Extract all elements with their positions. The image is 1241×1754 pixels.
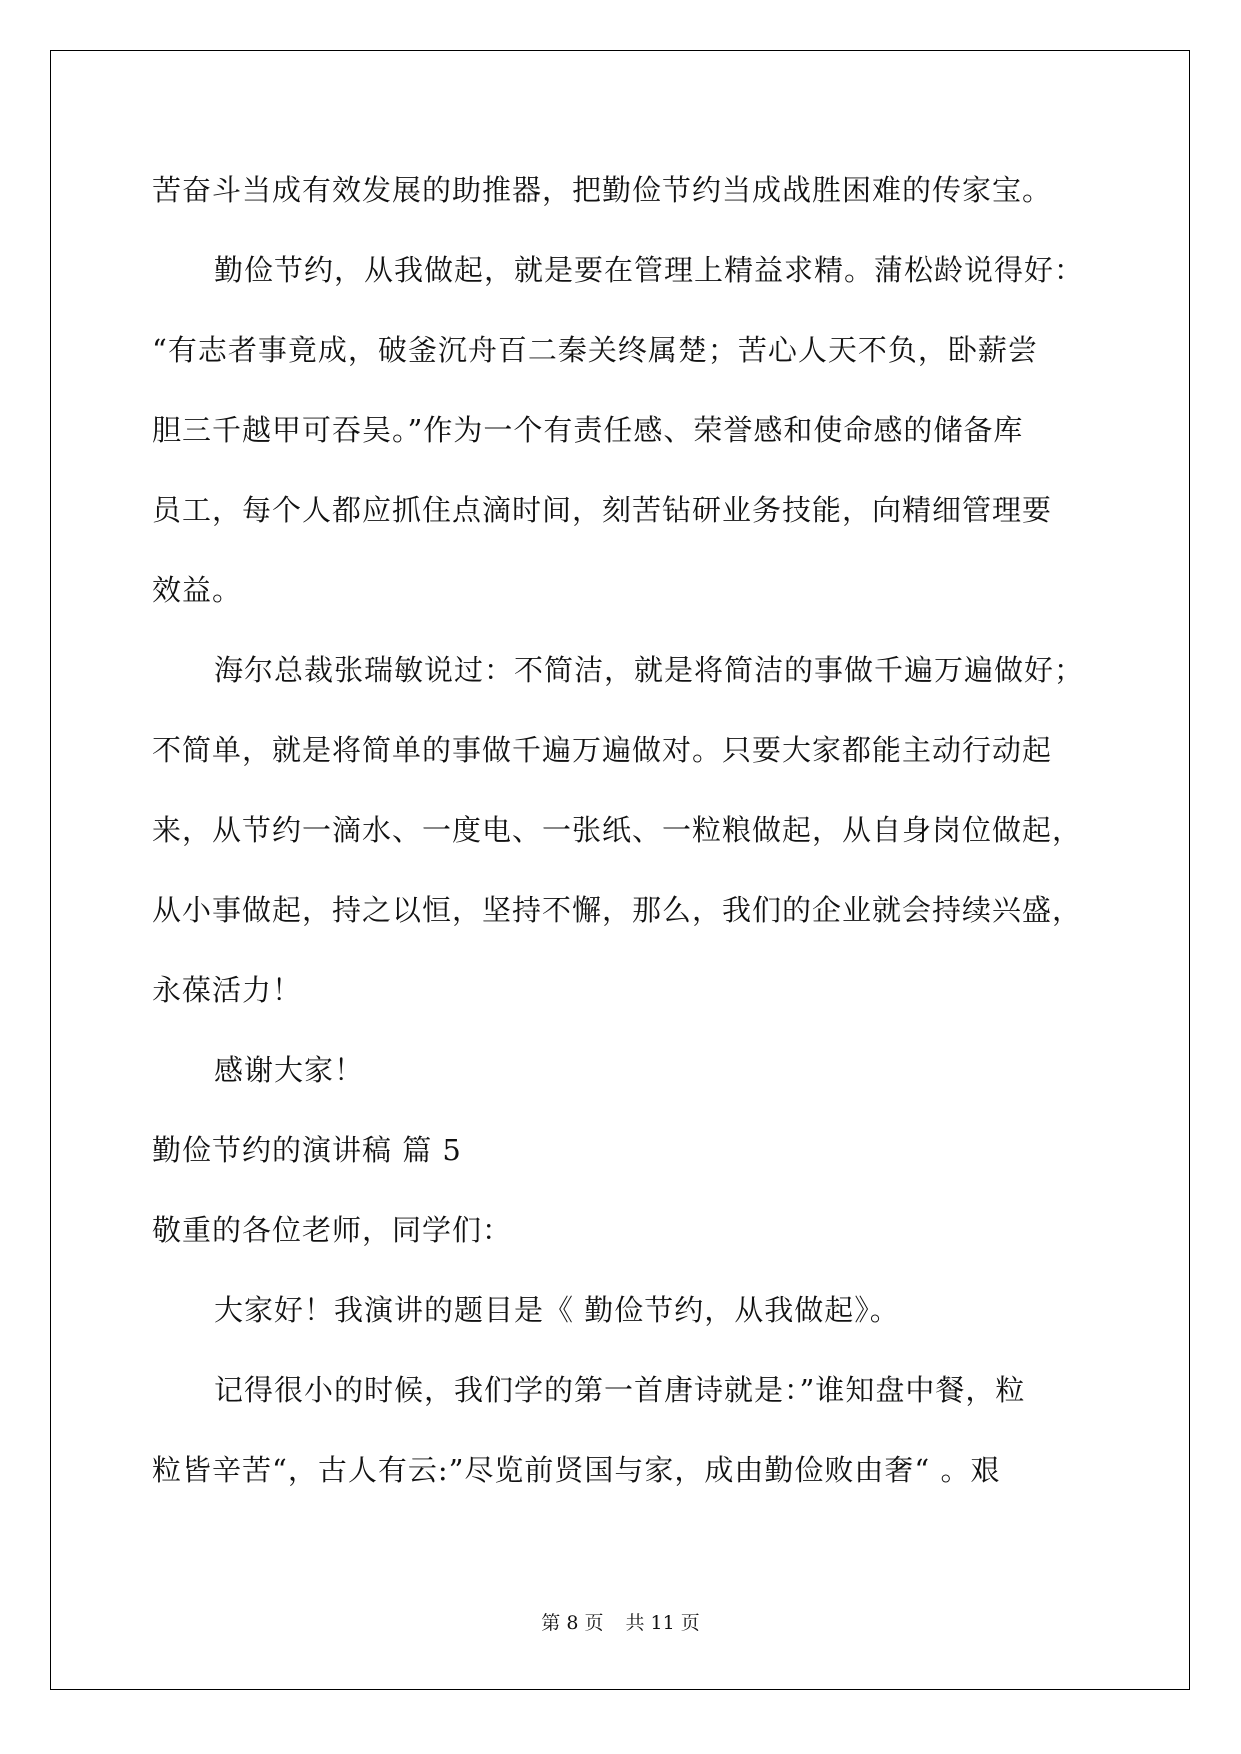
paragraph-line: 胆三千越甲可吞吴。”作为一个有责任感、荣誉感和使命感的储备库 xyxy=(152,413,1024,447)
paragraph-line: 记得很小的时候，我们学的第一首唐诗就是：”谁知盘中餐，粒 xyxy=(214,1373,1026,1407)
paragraph-line: 永葆活力！ xyxy=(152,973,303,1007)
paragraph-line: 勤俭节约，从我做起，就是要在管理上精益求精。蒲松龄说得好： xyxy=(214,253,1085,287)
paragraph-line: 不简单，就是将简单的事做千遍万遍做对。只要大家都能主动行动起 xyxy=(152,733,1053,767)
page-number: 第 8 页 xyxy=(541,1612,604,1634)
section-heading: 勤俭节约的演讲稿 篇 5 xyxy=(152,1133,462,1167)
paragraph-line: “有志者事竟成，破釜沉舟百二秦关终属楚；苦心人天不负，卧薪尝 xyxy=(152,333,1038,367)
paragraph-line: 员工，每个人都应抓住点滴时间，刻苦钻研业务技能，向精细管理要 xyxy=(152,493,1053,527)
page-footer xyxy=(0,1608,1241,1635)
closing-line: 感谢大家！ xyxy=(214,1053,365,1087)
paragraph-line: 海尔总裁张瑞敏说过：不简洁，就是将简洁的事做千遍万遍做好； xyxy=(214,653,1085,687)
paragraph-line: 效益。 xyxy=(152,573,243,607)
paragraph-line: 来，从节约一滴水、一度电、一张纸、一粒粮做起，从自身岗位做起， xyxy=(152,813,1083,847)
paragraph-line: 从小事做起，持之以恒，坚持不懈，那么，我们的企业就会持续兴盛， xyxy=(152,893,1083,927)
paragraph-line: 粒皆辛苦“，古人有云:”尽览前贤国与家，成由勤俭败由奢“ 。艰 xyxy=(152,1453,1001,1487)
page-total: 共 11 页 xyxy=(625,1612,700,1634)
paragraph-line: 苦奋斗当成有效发展的助推器，把勤俭节约当成战胜困难的传家宝。 xyxy=(152,173,1053,207)
page-border xyxy=(50,50,1190,1690)
salutation: 敬重的各位老师，同学们： xyxy=(152,1213,513,1247)
paragraph-line: 大家好！我演讲的题目是《 勤俭节约，从我做起》。 xyxy=(214,1293,900,1327)
